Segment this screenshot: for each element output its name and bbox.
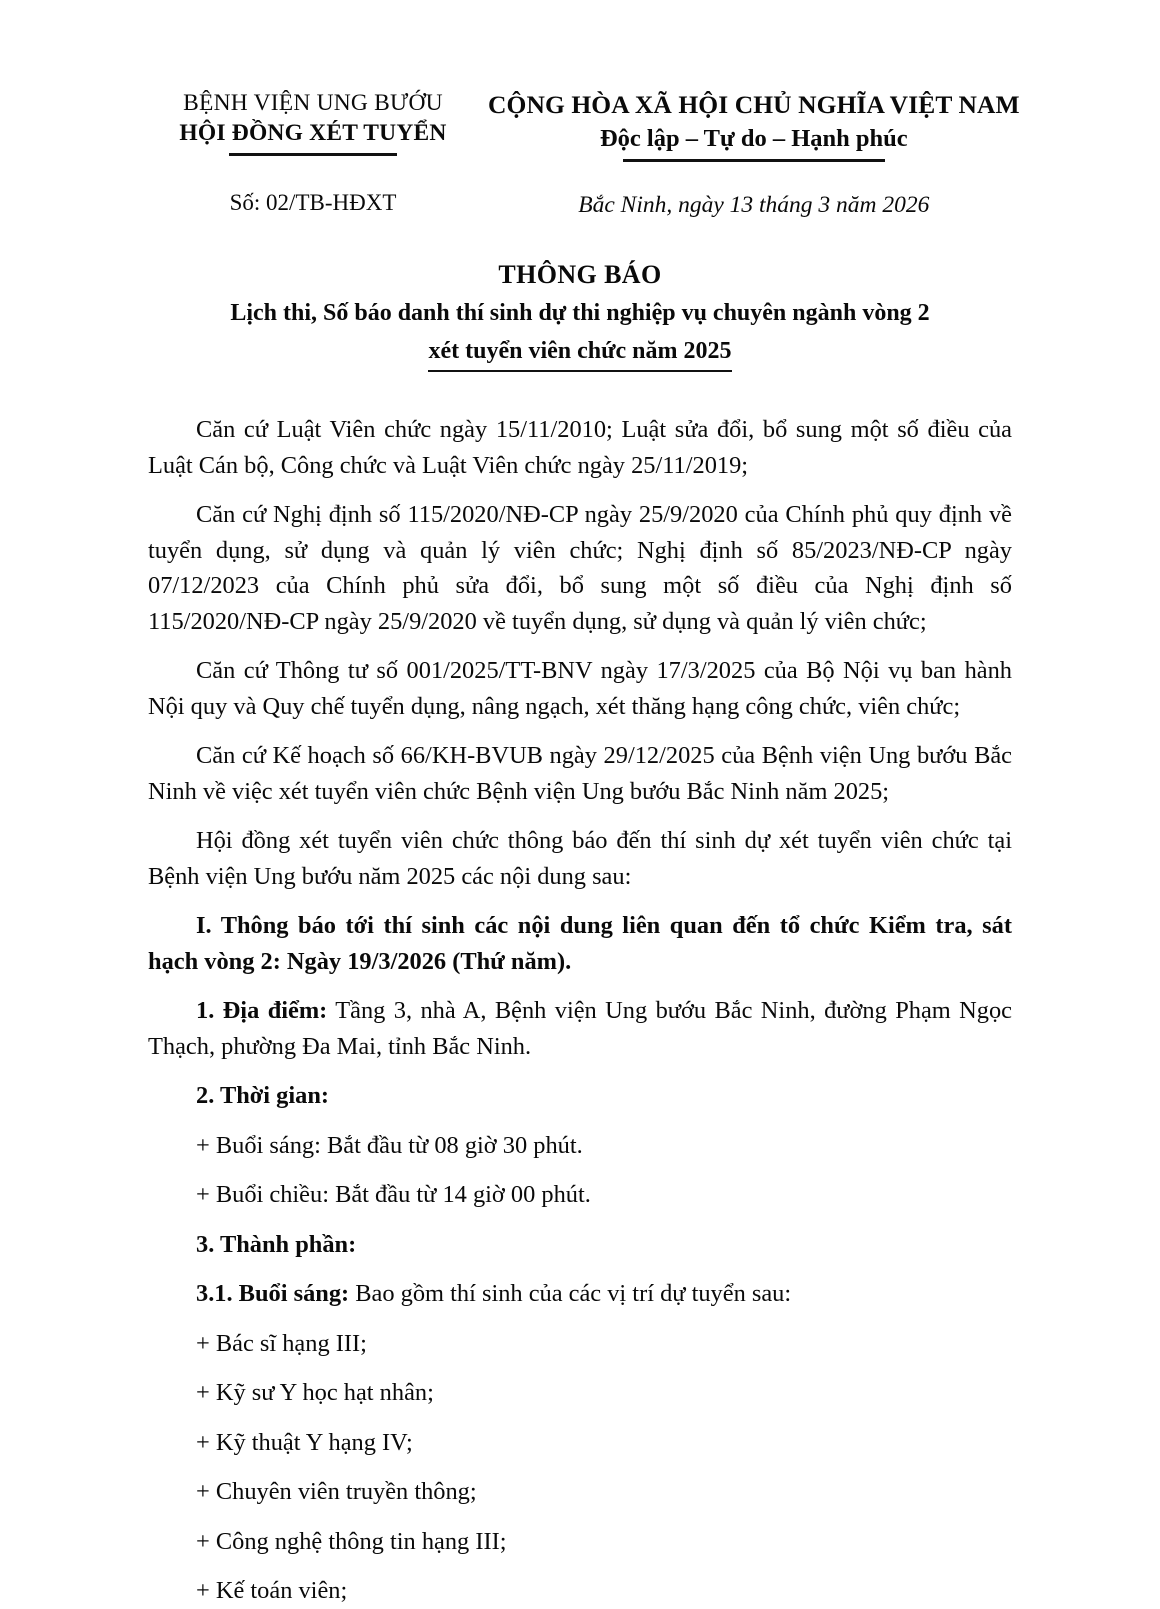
- time-bullet-afternoon: + Buổi chiều: Bắt đầu từ 14 giờ 00 phút.: [196, 1181, 591, 1209]
- position-list-item: + Bác sĩ hạng III;: [196, 1329, 367, 1357]
- section-heading-I: I. Thông báo tới thí sinh các nội dung liên quan đến tổ chức Kiểm tra, sát hạch vòng 2: Ngày 19/3/2026 (Thứ năm).: [148, 912, 1012, 975]
- position-list-item: + Kế toán viên;: [196, 1577, 348, 1605]
- item-3-participants-label: 3. Thành phần:: [196, 1230, 357, 1258]
- page-title: THÔNG BÁO: [498, 260, 662, 290]
- position-list-item: + Kỹ thuật Y hạng IV;: [196, 1428, 413, 1456]
- legal-basis-paragraph-1: Căn cứ Luật Viên chức ngày 15/11/2010; Luật sửa đổi, bổ sung một số điều của Luật Cán bộ, Công chức và Luật Viên chức ngày 25/11/2019;: [148, 416, 1012, 479]
- document-number: Số: 02/TB-HĐXT: [229, 189, 397, 215]
- place-and-date: Bắc Ninh, ngày 13 tháng 3 năm 2026: [578, 191, 930, 218]
- item-3-1-morning-session: [148, 1276, 1012, 1312]
- announcement-intro-paragraph: Hội đồng xét tuyển viên chức thông báo đến thí sinh dự xét tuyển viên chức tại Bệnh viện Ung bướu năm 2025 các nội dung sau:: [148, 827, 1012, 890]
- document-title-block: [148, 258, 1012, 372]
- item-1-value: Tầng 3, nhà A, Bệnh viện Ung bướu Bắc Ninh, đường Phạm Ngọc Thạch, phường Đa Mai, tỉnh Bắc Ninh.: [148, 997, 1012, 1060]
- item-3-1-label: 3.1. Buổi sáng:: [196, 1280, 350, 1308]
- time-bullet-morning: + Buổi sáng: Bắt đầu từ 08 giờ 30 phút.: [196, 1131, 583, 1159]
- document-subtitle-line-2: xét tuyển viên chức năm 2025: [428, 334, 731, 372]
- legal-basis-paragraph-4: Căn cứ Kế hoạch số 66/KH-BVUB ngày 29/12/2025 của Bệnh viện Ung bướu Bắc Ninh về việc xét tuyển viên chức Bệnh viện Ung bướu Bắc Ninh năm 2025;: [148, 742, 1012, 805]
- item-1-label: 1. Địa điểm:: [196, 997, 328, 1025]
- document-subtitle-line-1: Lịch thi, Số báo danh thí sinh dự thi nghiệp vụ chuyên ngành vòng 2: [230, 300, 930, 327]
- council-name: HỘI ĐỒNG XÉT TUYỂN: [179, 120, 447, 147]
- national-title: CỘNG HÒA XÃ HỘI CHỦ NGHĨA VIỆT NAM: [488, 90, 1020, 119]
- legal-basis-paragraph-2: Căn cứ Nghị định số 115/2020/NĐ-CP ngày 25/9/2020 của Chính phủ quy định về tuyển dụng, sử dụng và quản lý viên chức; Nghị định số 85/2023/NĐ-CP ngày 07/12/2023 của Chính phủ sửa đổi, bổ sung một số điều của Nghị định số 115/2020/NĐ-CP ngày 25/9/2020 về tuyển dụng, sử dụng và quản lý viên chức;: [148, 501, 1012, 635]
- position-list-item: + Chuyên viên truyền thông;: [196, 1478, 477, 1506]
- hospital-name: BỆNH VIỆN UNG BƯỚU: [183, 90, 443, 116]
- national-heading-block: [478, 88, 1020, 220]
- position-list-item: + Công nghệ thông tin hạng III;: [196, 1527, 507, 1555]
- council-underline-rule: [229, 153, 397, 155]
- motto-underline-rule: [623, 159, 885, 161]
- document-subtitle-line-2-wrapper: [148, 334, 1012, 372]
- legal-basis-paragraph-3: Căn cứ Thông tư số 001/2025/TT-BNV ngày 17/3/2025 của Bộ Nội vụ ban hành Nội quy và Quy chế tuyển dụng, nâng ngạch, xét thăng hạng công chức, viên chức;: [148, 657, 1012, 720]
- item-3-1-value: Bao gồm thí sinh của các vị trí dự tuyển sau:: [349, 1280, 792, 1308]
- document-body: [148, 412, 1012, 1609]
- item-2-time-label: 2. Thời gian:: [196, 1082, 330, 1110]
- item-1-location: [148, 993, 1012, 1064]
- national-motto: Độc lập – Tự do – Hạnh phúc: [599, 125, 908, 153]
- issuing-organization-block: [148, 88, 478, 217]
- position-list-item: + Kỹ sư Y học hạt nhân;: [196, 1379, 434, 1407]
- document-header: [148, 88, 1020, 220]
